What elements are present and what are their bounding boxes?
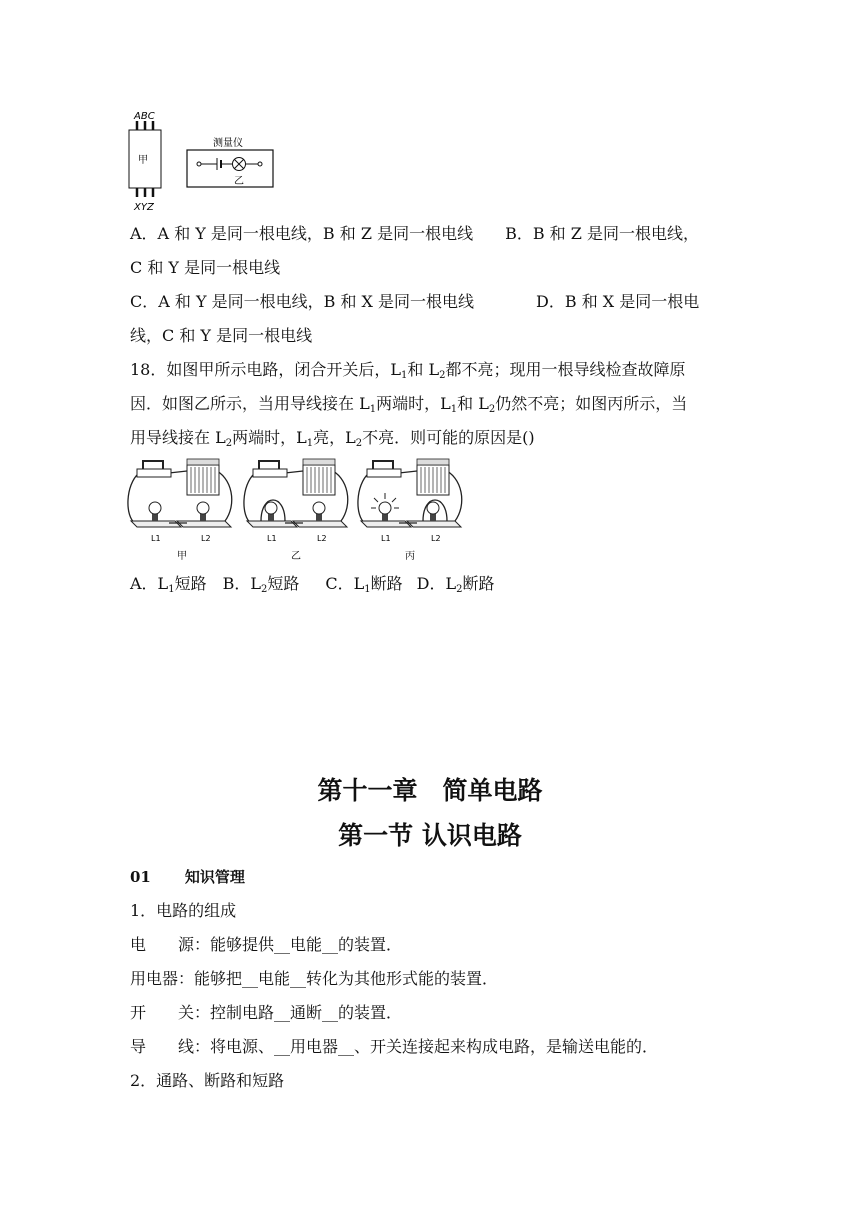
fig17-top-letters: ABC (134, 111, 155, 122)
q18-stem-line-2: 因．如图乙所示，当用导线接在 $L_1$两端时，$L_1$和 $L_2$仍然不亮；如图丙所示，当 (130, 394, 688, 415)
fig18-bing-l2: L2 (431, 534, 441, 543)
q18-option-d: D．$L_2$断路 (416, 574, 495, 595)
figure-q17 (125, 108, 285, 214)
q17-option-c-row (130, 292, 699, 312)
knowledge-number: 01 (130, 868, 151, 886)
knowledge-item-2: 2．通路、断路和短路 (130, 1071, 285, 1090)
fig18-jia-l1: L1 (151, 534, 161, 543)
fig18-caption-bing: 丙 (405, 551, 415, 562)
q18-stem-line-3: 用导线接在 $L_2$两端时，$L_1$亮，$L_2$不亮．则可能的原因是() (130, 428, 535, 449)
figure-q18 (125, 455, 470, 567)
q17-option-d: D．B 和 X 是同一根电 (536, 292, 700, 311)
knowledge-heading: 知识管理 (184, 868, 245, 886)
knowledge-source: 电 源：能够提供__电能__的装置． (130, 935, 403, 954)
fig17-bottom-letters: XYZ (134, 202, 154, 213)
knowledge-appliance: 用电器：能够把__电能__转化为其他形式能的装置． (130, 969, 499, 988)
knowledge-switch: 开 关：控制电路__通断__的装置． (130, 1003, 403, 1022)
meter-title: 测量仪 (213, 138, 243, 149)
section-title: 第一节 认识电路 (338, 821, 522, 850)
q17-option-a-row (130, 224, 699, 244)
box-jia-label: 甲 (138, 155, 148, 166)
q17-option-b-cont: C 和 Y 是同一根电线 (130, 258, 281, 277)
knowledge-wire: 导 线：将电源、__用电器__、开关连接起来构成电路，是输送电能的． (130, 1037, 659, 1056)
knowledge-item-1: 1．电路的组成 (130, 901, 237, 920)
fig18-yi-l1: L1 (267, 534, 277, 543)
fig18-caption-jia: 甲 (177, 551, 187, 562)
knowledge-heading-row (130, 867, 245, 887)
q17-option-d-cont: 线，C 和 Y 是同一根电线 (130, 326, 313, 345)
fig18-caption-yi: 乙 (291, 551, 301, 562)
q18-option-c: C．$L_1$断路 (325, 574, 403, 595)
q17-option-c: C．A 和 Y 是同一根电线，B 和 X 是同一根电线 (130, 292, 475, 311)
fig18-yi-l2: L2 (317, 534, 327, 543)
q17-option-a: A．A 和 Y 是同一根电线，B 和 Z 是同一根电线 (130, 224, 474, 243)
q18-stem-line-1: 18．如图甲所示电路，闭合开关后，$L_1$和 $L_2$都不亮；现用一根导线检查故障原 (130, 360, 686, 381)
meter-box (187, 150, 273, 187)
chapter-title: 第十一章 简单电路 (317, 776, 543, 805)
q18-options (130, 574, 494, 600)
q18-option-b: B．$L_2$短路 (222, 574, 300, 595)
q17-option-b: B．B 和 Z 是同一根电线， (505, 224, 699, 243)
q18-option-a: A．$L_1$短路 (130, 574, 207, 595)
fig18-bing-l1: L1 (381, 534, 391, 543)
fig18-jia-l2: L2 (201, 534, 211, 543)
meter-label: 乙 (234, 176, 244, 187)
